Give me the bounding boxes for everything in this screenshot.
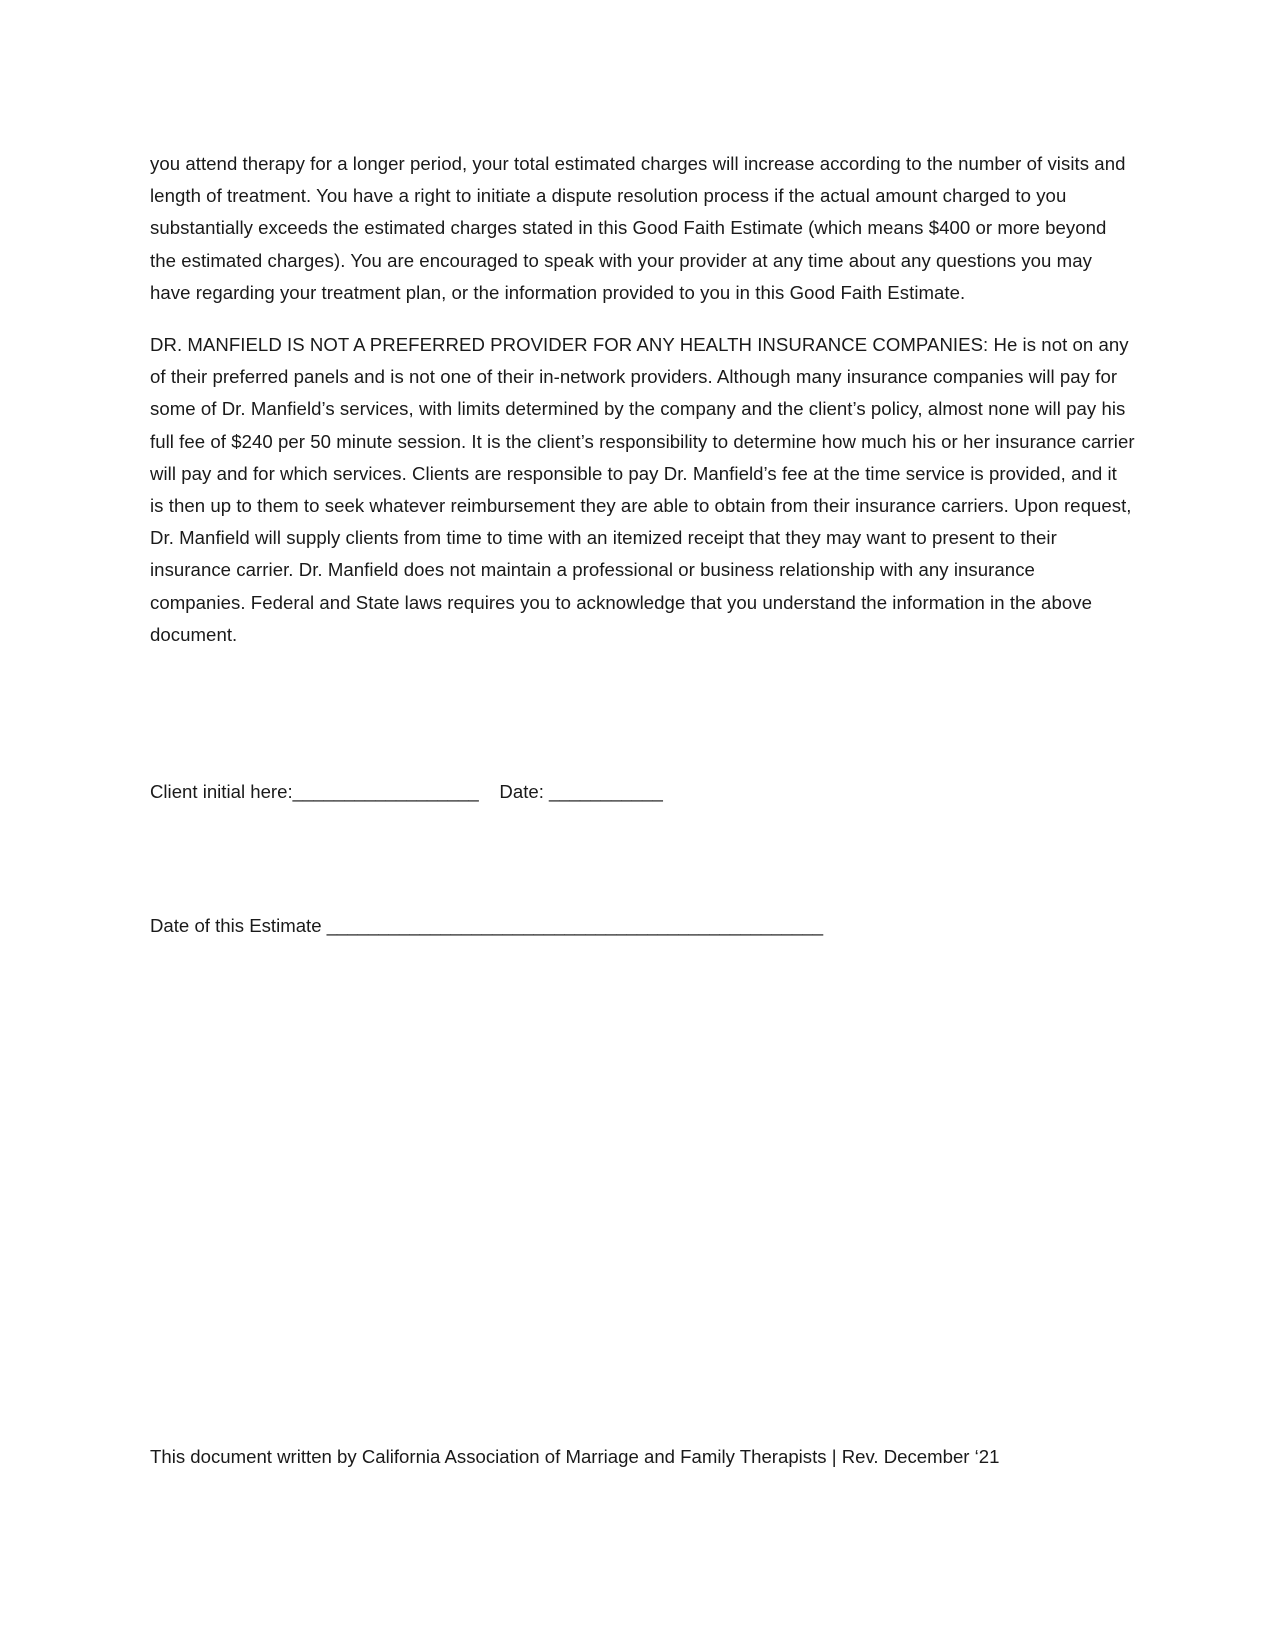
document-footer: This document written by California Association of Marriage and Family Therapists | Rev. December ‘21	[150, 1446, 1000, 1467]
estimate-date-line: Date of this Estimate ________________________________________________	[150, 915, 824, 936]
insurance-provider-paragraph: DR. MANFIELD IS NOT A PREFERRED PROVIDER FOR ANY HEALTH INSURANCE COMPANIES: He is not on any of their preferred panels and is not one of their in-network providers. Although many insurance companies will pay for some of Dr. Manfield’s services, with limits determined by the company and the client’s policy, almost none will pay his full fee of $240 per 50 minute session. It is the client’s responsibility to determine how much his or her insurance carrier will pay and for which services. Clients are responsible to pay Dr. Manfield’s fee at the time service is provided, and it is then up to them to seek whatever reimbursement they are able to obtain from their insurance carriers. Upon request, Dr. Manfield will supply clients from time to time with an itemized receipt that they may want to present to their insurance carrier. Dr. Manfield does not maintain a professional or business relationship with any insurance companies. Federal and State laws requires you to acknowledge that you understand the information in the above document.	[150, 334, 1135, 645]
client-initial-date-line: Client initial here:__________________ Date: ___________	[150, 781, 663, 802]
document-body	[150, 148, 1135, 651]
good-faith-estimate-paragraph: you attend therapy for a longer period, your total estimated charges will increase according to the number of visits and length of treatment. You have a right to initiate a dispute resolution process if the actual amount charged to you substantially exceeds the estimated charges stated in this Good Faith Estimate (which means $400 or more beyond the estimated charges). You are encouraged to speak with your provider at any time about any questions you may have regarding your treatment plan, or the information provided to you in this Good Faith Estimate.	[150, 153, 1126, 303]
